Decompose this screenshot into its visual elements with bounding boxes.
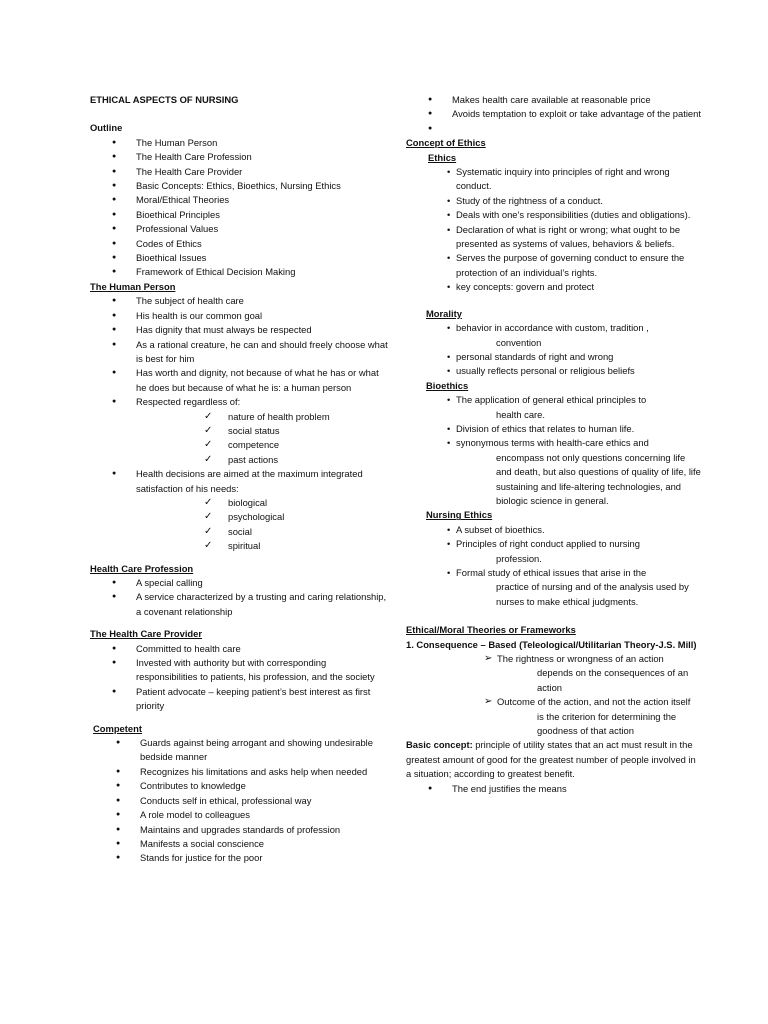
end-justifies-item: ● The end justifies the means xyxy=(406,782,702,796)
nursing-ethics-item: • Formal study of ethical issues that arise in the practice of nursing and of the analysis used by nurses to make ethical judgments. xyxy=(406,566,702,609)
morality-list xyxy=(406,321,702,379)
check-item: ✓ competence xyxy=(90,438,390,452)
morality-item: • behavior in accordance with custom, tradition , convention xyxy=(406,321,702,350)
decisions-list xyxy=(90,467,390,496)
nursing-ethics-heading: Nursing Ethics xyxy=(426,509,493,521)
check-item: ✓ spiritual xyxy=(90,539,390,553)
bioethics-item: • Division of ethics that relates to human life. xyxy=(406,422,702,436)
ethics-heading: Ethics xyxy=(428,151,457,163)
profession-item: ● A special calling xyxy=(90,576,390,590)
right-top-item: ● Makes health care available at reasonable price xyxy=(406,93,702,107)
nursing-ethics-list xyxy=(406,523,702,609)
ethics-item: • Systematic inquiry into principles of right and wrong conduct. xyxy=(406,165,702,194)
check-item: ✓ biological xyxy=(90,496,390,510)
outline-heading: Outline xyxy=(90,122,123,134)
outline-item: ● Moral/Ethical Theories xyxy=(90,193,390,207)
bioethics-item: • synonymous terms with health-care ethics and encompass not only questions concerning life and death, but also questions of quality of life, life sustaining and life-altering technologies, and biologic science in general. xyxy=(406,436,702,508)
profession-list xyxy=(90,576,390,619)
document-title: ETHICAL ASPECTS OF NURSING xyxy=(90,94,239,105)
bioethics-heading: Bioethics xyxy=(426,379,469,391)
human-person-item: ● His health is our common goal xyxy=(90,309,390,323)
nursing-ethics-item: • A subset of bioethics. xyxy=(406,523,702,537)
provider-list xyxy=(90,642,390,714)
competent-item: ● Stands for justice for the poor xyxy=(90,851,390,865)
arrow-item: ➢ Outcome of the action, and not the action itself is the criterion for determining the goodness of that action xyxy=(406,695,702,738)
human-person-list xyxy=(90,294,390,409)
human-person-item: ● Respected regardless of: xyxy=(90,395,390,409)
basic-concept-paragraph xyxy=(406,738,702,781)
outline-item: ● The Health Care Profession xyxy=(90,150,390,164)
competent-item: ● Contributes to knowledge xyxy=(90,779,390,793)
provider-item: ● Invested with authority but with corresponding responsibilities to patients, his profession, and the society xyxy=(90,656,390,685)
needs-checklist xyxy=(90,496,390,554)
check-item: ✓ social xyxy=(90,525,390,539)
outline-item: ● Basic Concepts: Ethics, Bioethics, Nursing Ethics xyxy=(90,179,390,193)
provider-heading: The Health Care Provider xyxy=(90,628,203,640)
human-person-item: ● Has dignity that must always be respected xyxy=(90,323,390,337)
competent-list xyxy=(90,736,390,866)
provider-item: ● Patient advocate – keeping patient’s best interest as first priority xyxy=(90,685,390,714)
competent-heading: Competent xyxy=(93,722,142,734)
ethics-item: • key concepts: govern and protect xyxy=(406,280,702,294)
nursing-ethics-item: • Principles of right conduct applied to nursing profession. xyxy=(406,537,702,566)
outline-item: ● Professional Values xyxy=(90,222,390,236)
provider-item: ● Committed to health care xyxy=(90,642,390,656)
human-person-item: ● The subject of health care xyxy=(90,294,390,308)
bioethics-list xyxy=(406,393,702,508)
human-person-item: ● As a rational creature, he can and should freely choose what is best for him xyxy=(90,338,390,367)
right-top-list xyxy=(406,93,702,136)
ethics-item: • Study of the rightness of a conduct. xyxy=(406,194,702,208)
profession-heading: Health Care Profession xyxy=(90,562,194,574)
right-column xyxy=(406,93,702,796)
morality-item: • personal standards of right and wrong xyxy=(406,350,702,364)
outline-item: ● Framework of Ethical Decision Making xyxy=(90,265,390,279)
left-column xyxy=(90,93,390,866)
outline-item: ● Bioethical Issues xyxy=(90,251,390,265)
basic-concept-label: Basic concept: xyxy=(406,739,473,751)
ethics-item: • Declaration of what is right or wrong; what ought to be presented as systems of values, behaviors & beliefs. xyxy=(406,223,702,252)
right-top-item xyxy=(406,122,702,136)
check-item: ✓ social status xyxy=(90,424,390,438)
competent-item: ● Guards against being arrogant and showing undesirable bedside manner xyxy=(90,736,390,765)
outline-item: ● The Human Person xyxy=(90,136,390,150)
ethics-item: • Deals with one’s responsibilities (duties and obligations). xyxy=(406,208,702,222)
competent-item: ● Maintains and upgrades standards of profession xyxy=(90,823,390,837)
ethics-item: • Serves the purpose of governing conduct to ensure the protection of an individual’s rights. xyxy=(406,251,702,280)
outline-item: ● Codes of Ethics xyxy=(90,237,390,251)
outline-item: ● The Health Care Provider xyxy=(90,165,390,179)
outline-item: ● Bioethical Principles xyxy=(90,208,390,222)
competent-item: ● A role model to colleagues xyxy=(90,808,390,822)
human-person-item: ● Has worth and dignity, not because of what he has or what he does but because of what he is: a human person xyxy=(90,366,390,395)
competent-item: ● Manifests a social conscience xyxy=(90,837,390,851)
morality-heading: Morality xyxy=(426,307,462,319)
human-person-heading: The Human Person xyxy=(90,280,176,292)
decisions-item: ● Health decisions are aimed at the maximum integrated satisfaction of his needs: xyxy=(90,467,390,496)
outline-list xyxy=(90,136,390,280)
competent-item: ● Conducts self in ethical, professional way xyxy=(90,794,390,808)
competent-item: ● Recognizes his limitations and asks help when needed xyxy=(90,765,390,779)
concept-heading: Concept of Ethics xyxy=(406,137,486,149)
bioethics-item: • The application of general ethical principles to health care. xyxy=(406,393,702,422)
right-top-item: ● Avoids temptation to exploit or take advantage of the patient xyxy=(406,107,702,121)
arrow-item: ➢ The rightness or wrongness of an action depends on the consequences of an action xyxy=(406,652,702,695)
consequence-heading: 1. Consequence – Based (Teleological/Utilitarian Theory-J.S. Mill) xyxy=(406,638,697,650)
profession-item: ● A service characterized by a trusting and caring relationship, a covenant relationship xyxy=(90,590,390,619)
check-item: ✓ past actions xyxy=(90,453,390,467)
theory-arrow-list xyxy=(406,652,702,738)
check-item: ✓ nature of health problem xyxy=(90,410,390,424)
morality-item: • usually reflects personal or religious beliefs xyxy=(406,364,702,378)
respected-checklist xyxy=(90,410,390,468)
ethics-list xyxy=(406,165,702,295)
check-item: ✓ psychological xyxy=(90,510,390,524)
end-justifies-list xyxy=(406,782,702,796)
theories-heading: Ethical/Moral Theories or Frameworks xyxy=(406,624,576,636)
basic-concept-text: principle of utility states that an act must result in the greatest amount of good for the greatest number of people involved in a situation; according to greatest benefit. xyxy=(406,739,696,780)
